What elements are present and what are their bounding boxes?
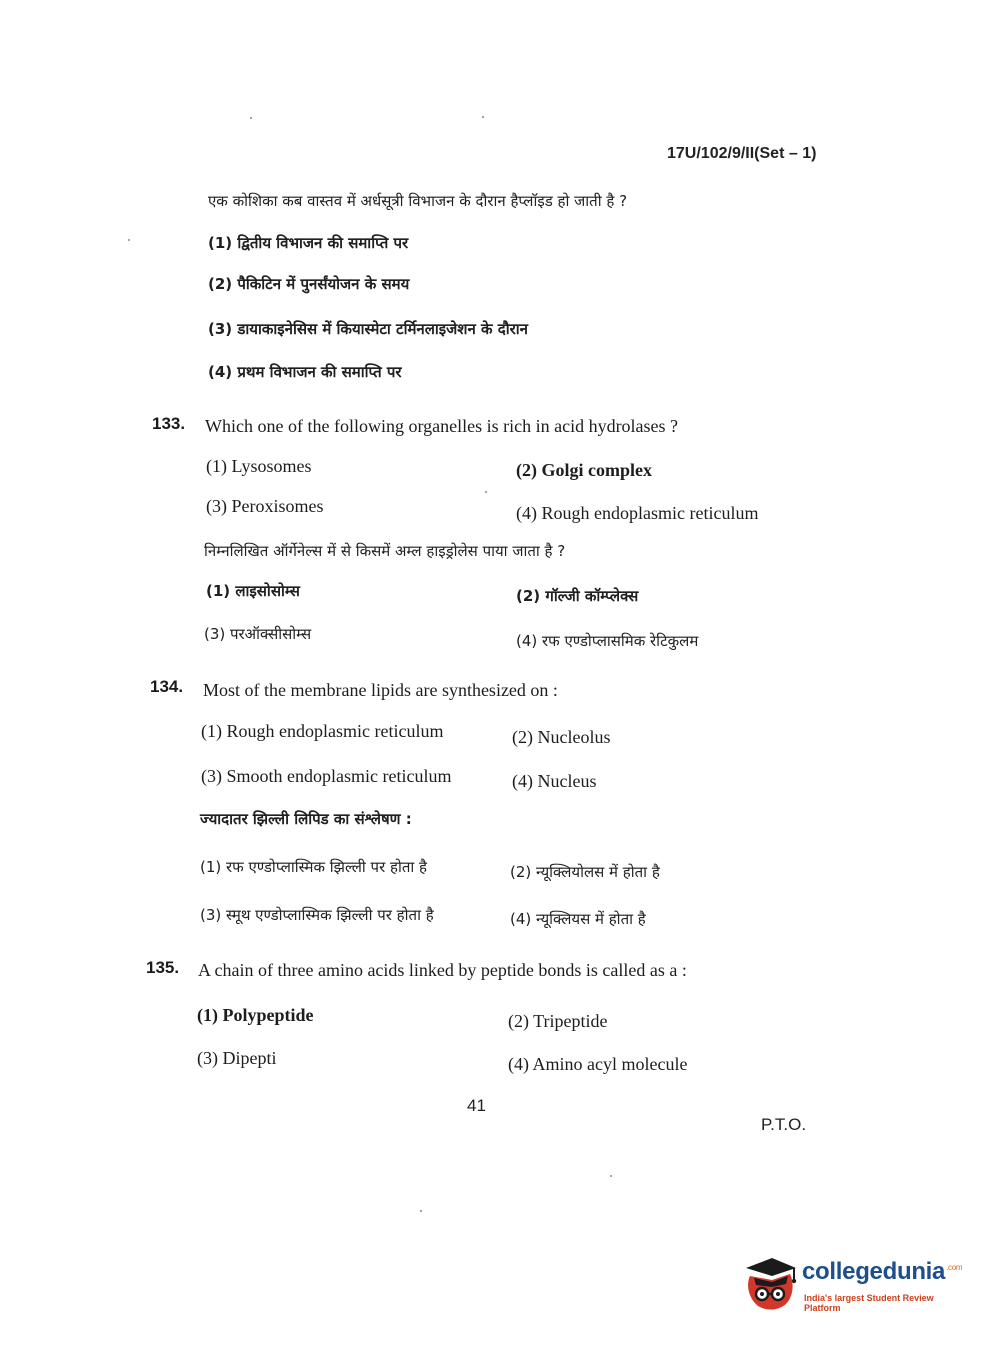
q132-hindi-question: एक कोशिका कब वास्तव में अर्धसूत्री विभाजन के दौरान हैप्लॉइड हो जाती है ? <box>208 192 628 210</box>
pto-label: P.T.O. <box>761 1115 807 1134</box>
q134-hindi-option-1: (1) रफ एण्डोप्लास्मिक झिल्ली पर होता है <box>200 858 427 876</box>
q133-number: 133. <box>152 414 186 433</box>
q134-hindi-question: ज्यादातर झिल्ली लिपिड का संश्लेषण : <box>200 810 412 828</box>
q134-hindi-option-4: (4) न्यूक्लियस में होता है <box>510 910 646 928</box>
q133-hindi-option-1: (1) लाइसोसोम्स <box>206 582 300 600</box>
q132-hindi-option-2: (2) पैकिटिन में पुनर्संयोजन के समय <box>208 275 410 293</box>
q133-hindi-option-3: (3) परऑक्सीसोम्स <box>204 625 312 643</box>
logo-tagline: India's largest Student Review Platform <box>804 1293 934 1313</box>
q133-hindi-option-4: (4) रफ एण्डोप्लासमिक रेटिकुलम <box>516 632 699 650</box>
q134-number: 134. <box>150 677 184 696</box>
q134-option-1: (1) Rough endoplasmic reticulum <box>201 721 444 741</box>
scan-speck <box>420 1210 422 1212</box>
q133-option-2: (2) Golgi complex <box>516 460 652 480</box>
scan-speck <box>250 117 252 119</box>
q135-option-3: (3) Dipepti <box>197 1048 277 1068</box>
page-number: 41 <box>467 1096 486 1115</box>
q135-option-2: (2) Tripeptide <box>508 1011 608 1031</box>
q133-hindi-question: निम्नलिखित ऑर्गेनेल्स में से किसमें अम्ल हाइड्रोलेस पाया जाता है ? <box>204 542 566 560</box>
q134-hindi-option-3: (3) स्मूथ एण्डोप्लास्मिक झिल्ली पर होता है <box>200 906 434 924</box>
q133-question: Which one of the following organelles is rich in acid hydrolases ? <box>205 416 679 436</box>
scan-speck <box>128 239 130 241</box>
q134-option-4: (4) Nucleus <box>512 771 597 791</box>
scan-speck <box>610 1175 612 1177</box>
q132-hindi-option-3: (3) डायाकाइनेसिस में कियास्मेटा टर्मिनलाइजेशन के दौरान <box>208 320 528 338</box>
q134-hindi-option-2: (2) न्यूक्लियोलस में होता है <box>510 863 660 881</box>
q132-hindi-option-1: (1) द्वितीय विभाजन की समाप्ति पर <box>208 234 409 252</box>
q134-question: Most of the membrane lipids are synthesized on : <box>203 680 558 700</box>
q135-option-1: (1) Polypeptide <box>197 1005 314 1025</box>
q135-option-4: (4) Amino acyl molecule <box>508 1054 688 1074</box>
q135-question: A chain of three amino acids linked by peptide bonds is called as a : <box>198 960 687 980</box>
paper-code: 17U/102/9/II(Set – 1) <box>667 145 817 162</box>
logo-name: collegedunia <box>802 1258 946 1285</box>
graduate-cap-mascot-icon <box>742 1254 798 1312</box>
scan-speck <box>482 116 484 118</box>
q133-hindi-option-2: (2) गॉल्जी कॉम्प्लेक्स <box>516 587 639 605</box>
q133-option-4: (4) Rough endoplasmic reticulum <box>516 503 759 523</box>
q133-option-1: (1) Lysosomes <box>206 456 312 476</box>
scan-speck <box>485 491 487 493</box>
q133-option-3: (3) Peroxisomes <box>206 496 324 516</box>
q134-option-2: (2) Nucleolus <box>512 727 611 747</box>
q134-option-3: (3) Smooth endoplasmic reticulum <box>201 766 452 786</box>
q135-number: 135. <box>146 958 180 977</box>
q132-hindi-option-4: (4) प्रथम विभाजन की समाप्ति पर <box>208 363 402 381</box>
collegedunia-logo <box>742 1254 972 1314</box>
logo-suffix: .com <box>946 1263 963 1272</box>
